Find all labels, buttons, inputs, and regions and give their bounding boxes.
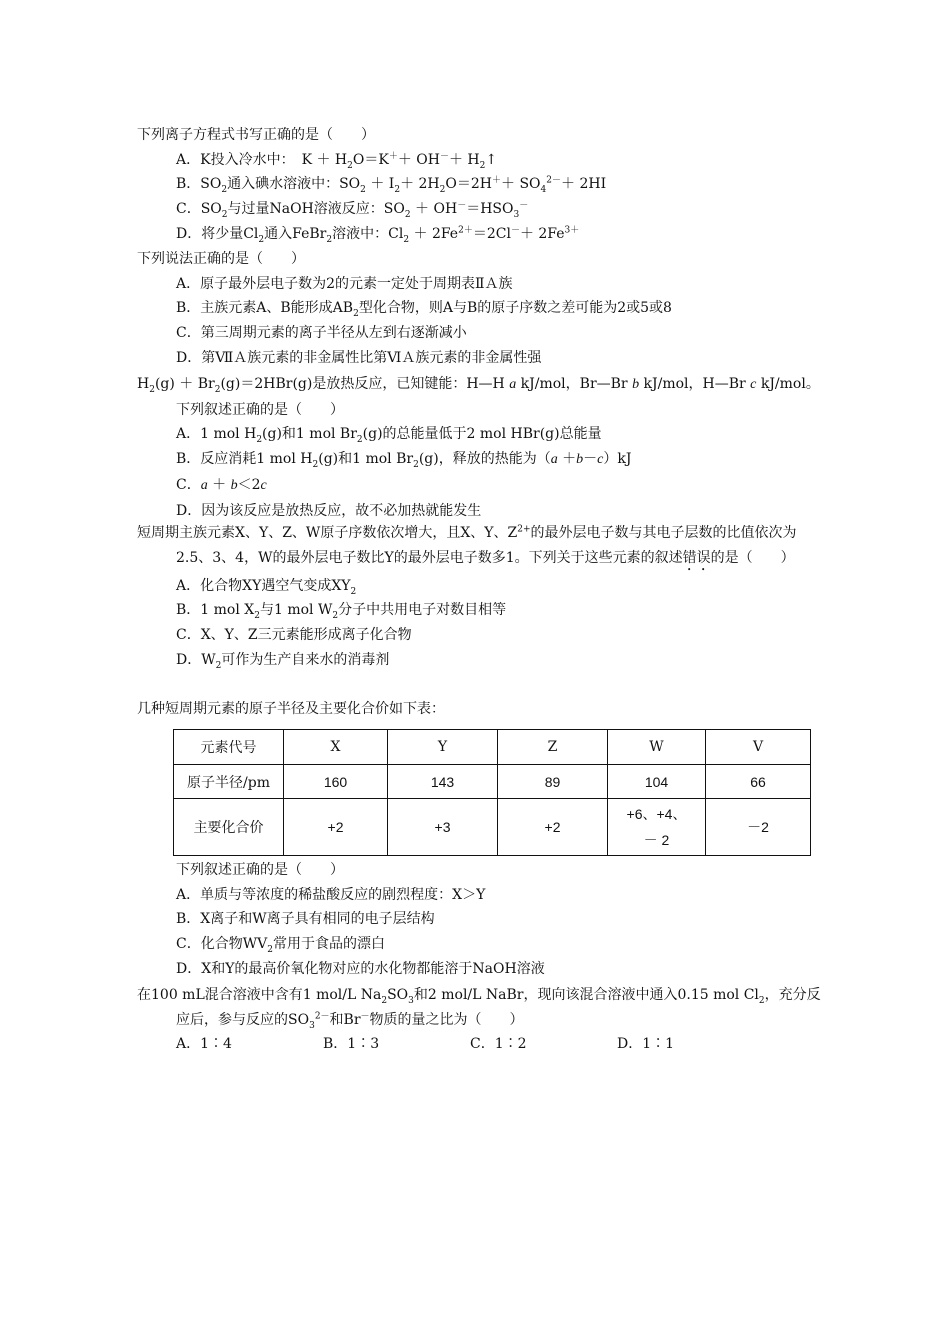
question-3-option-d: D．因为该反应是放热反应，故不必加热就能发生 [176,502,482,519]
question-2 [137,247,827,371]
table-row [174,730,811,765]
question-5-option-b: B．X离子和W离子具有相同的电子层结构 [176,911,435,928]
question-5 [137,858,827,982]
question-5-option-c: C．化合物$WV_2$常用于食品的漂白 [176,936,385,955]
question-4-option-c: C．X、Y、Z三元素能形成离子化合物 [176,627,412,644]
question-1-option-c: C．$SO_2$与过量NaOH溶液反应：$SO_2 + OH^-=HSO_3^-$ [176,200,529,220]
question-5-option-d: D．X和Y的最高价氧化物对应的水化物都能溶于NaOH溶液 [176,960,545,977]
question-3 [137,372,827,523]
table-cell: 104 [608,765,706,799]
question-5-sub-stem: 下列叙述正确的是（ ） [176,862,344,878]
element-table [173,729,811,856]
question-1-option-a: A．K投入冷水中： $K + H_2O=K^++ OH^-+$ $H_2↑$ [176,151,498,171]
question-6-option-a: A．1∶4 [176,1036,232,1053]
question-3-stem: $H_2(g) + Br_2(g)=2HBr(g)$是放热反应，已知键能：H—H a kJ/mol，Br—Br b kJ/mol，H—Br c kJ/mol。下列叙述正确的是（ ） [137,376,820,418]
table-cell: 89 [498,765,608,799]
question-4-option-a: A．化合物XY遇空气变成$XY_2$ [176,577,357,597]
table-cell: +6、+4、 － 2 [608,799,706,856]
question-6-option-b: B．1∶3 [323,1036,380,1053]
question-4-stem: 短周期主族元素X、Y、Z、W原子序数依次增大，且X、Y、$Z^{2+}$的最外层电子数与其电子层数的比值依次为2.5、3、4，W的最外层电子数比Y的最外层电子数多1。下列关于这些元素的叙述错误的是（ ） [137,524,797,566]
question-2-stem: 下列说法正确的是（ ） [137,251,305,267]
question-2-option-b: B．主族元素A、B能形成$AB_2$型化合物，则A与B的原子序数之差可能为2或5或8 [176,300,672,320]
question-3-option-c: C．a ＋ b＜2c [176,476,267,493]
question-6-stem: 在100 mL混合溶液中含有1 mol/L $Na_2SO_3$和2 mol/L NaBr，现向该混合溶液中通入0.15 mol $Cl_2$，充分反应后，参与反应的$SO_3^{2-}$和Br－物质的量之比为（ ） [137,987,821,1031]
table-row-label: 主要化合价 [174,799,284,856]
question-4 [137,521,827,673]
table-row [174,765,811,799]
table-cell: +2 [498,799,608,856]
question-6-option-d: D．1∶1 [617,1036,675,1053]
question-1-option-d: D．将少量$Cl_2$通入FeBr$_2$溶液中：$Cl_2 + 2Fe^{2+}=2Cl^-+ 2Fe^{3+}$ [176,225,580,245]
question-6 [137,983,827,1057]
table-header-cell: Y [388,730,498,765]
question-5-stem: 几种短周期元素的原子半径及主要化合价如下表： [137,701,445,717]
question-3-option-b: B．反应消耗1 mol $H_2(g)$和1 mol $Br_2(g)$，释放的热能为（a ＋b－c）kJ [176,451,632,470]
table-header-cell: W [608,730,706,765]
table-cell: 143 [388,765,498,799]
table-cell: 160 [284,765,388,799]
table-row-label: 原子半径/pm [174,765,284,799]
question-1 [137,123,827,247]
question-2-option-c: C．第三周期元素的离子半径从左到右逐渐减小 [176,325,467,342]
table-header-cell: Z [498,730,608,765]
question-3-option-a: A．1 mol $H_2(g)$和1 mol $Br_2(g)$的总能量低于2 mol HBr(g)总能量 [176,426,602,446]
question-2-option-d: D．第ⅦＡ族元素的非金属性比第ⅥＡ族元素的非金属性强 [176,349,542,366]
question-1-option-b: B．$SO_2$通入碘水溶液中：$SO_2 + I_2+ 2H_2O=2H^++ SO_4^{2-}+ 2HI$ [176,175,607,196]
question-5-stem-block [137,697,827,722]
question-2-option-a: A．原子最外层电子数为2的元素一定处于周期表ⅡＡ族 [176,275,513,292]
table-cell: +2 [284,799,388,856]
question-4-option-b: B．1 mol $X_2$与1 mol $W_2$分子中共用电子对数目相等 [176,602,507,622]
question-5-option-a: A．单质与等浓度的稀盐酸反应的剧烈程度：X＞Y [176,886,486,903]
question-6-options [137,1032,827,1057]
table-cell: －2 [706,799,811,856]
table-header-cell: 元素代号 [174,730,284,765]
question-6-option-c: C．1∶2 [470,1036,527,1053]
table-row [174,799,811,856]
question-4-option-d: D．$W_2$可作为生产自来水的消毒剂 [176,651,390,671]
table-header-cell: X [284,730,388,765]
question-1-stem: 下列离子方程式书写正确的是（ ） [137,127,375,143]
table-cell: 66 [706,765,811,799]
table-header-cell: V [706,730,811,765]
table-cell: +3 [388,799,498,856]
